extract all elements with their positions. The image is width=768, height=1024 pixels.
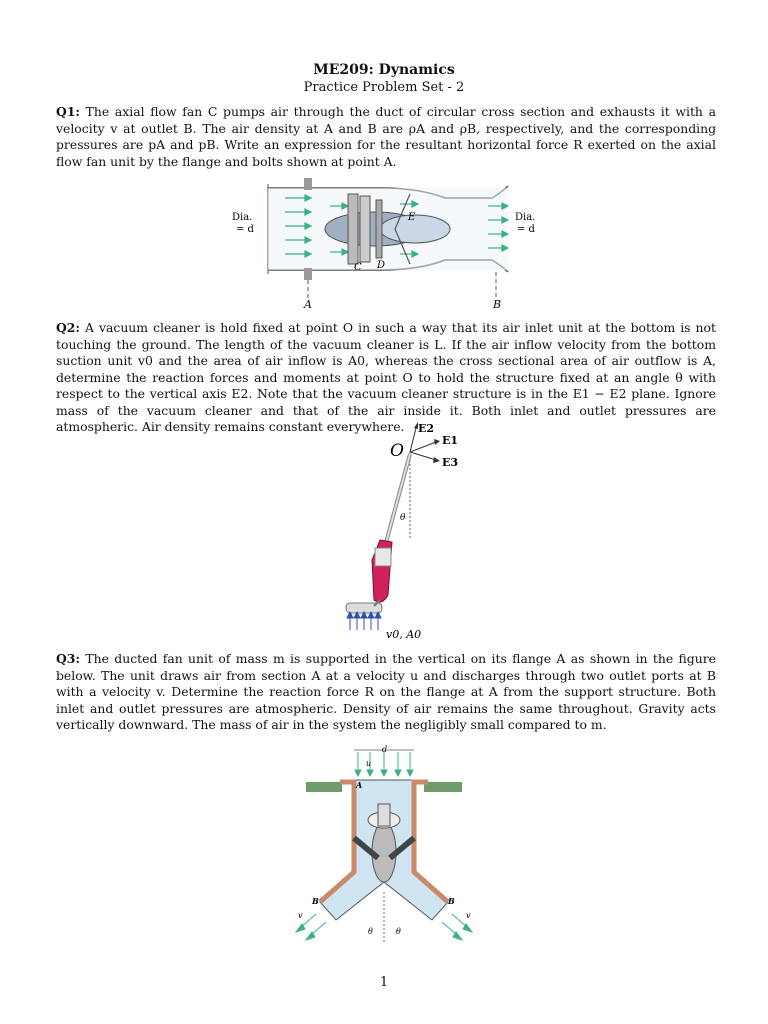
page-number: 1 — [379, 975, 389, 990]
q1-label-b: B — [493, 298, 502, 311]
question-1 — [56, 104, 716, 170]
q1-dia-left: Dia. — [232, 212, 253, 223]
q2-label-o: O — [390, 441, 404, 461]
q2-label-e2: E2 — [418, 422, 435, 435]
q3-text: The ducted fan unit of mass m is supported in the vertical on its flange A as shown in the figure below. The unit draws air from section A at a velocity u and discharges through two outlet ports at B with a velocity v. Determine the reaction force R on the flange at A from the support structure. Both inlet and outlet pressures are atmospheric. Density of air remains the same throughout. Gravity acts vertically downward. The mass of air in the system the negligibly small compared to m. — [56, 651, 716, 732]
q1-label-d: D — [377, 260, 386, 271]
q1-label-a: A — [304, 298, 312, 311]
q2-label-v0a0: v0, A0 — [386, 628, 422, 641]
q3-label-b-left: B — [312, 896, 319, 906]
q1-text: The axial flow fan C pumps air through the duct of circular cross section and exhausts it with a velocity v at outlet B. The air density at A and B are ρA and ρB, respectively, and the corresponding pressures are pA and pB. Write an expression for the resultant horizontal force R exerted on the axial flow fan unit by the flange and bolts shown at point A. — [56, 104, 716, 169]
q3-label-theta-right: θ — [396, 927, 401, 936]
q1-label-e: E — [408, 212, 416, 223]
q2-text: A vacuum cleaner is hold fixed at point O in such a way that its air inlet unit at the bottom is not touching the ground. The length of the vacuum cleaner is L. If the air inflow velocity from the bottom suction unit v0 and the area of air inflow is A0, whereas the cross sectional area of air outflow is A, determine the reaction forces and moments at point O to hold the structure fixed at an angle θ with respect to the vertical axis E2. Note that the vacuum cleaner structure is in the E1 − E2 plane. Ignore mass of the vacuum cleaner and that of the air inside it. Both inlet and outlet pressures are atmospheric. Air density remains constant everywhere. — [56, 320, 716, 434]
q1-label: Q1: — [56, 104, 80, 119]
q3-label-d: d — [382, 745, 388, 754]
q1-axial-fan-figure — [230, 176, 550, 310]
q3-label-v-left: v — [298, 911, 303, 920]
question-3 — [56, 651, 716, 734]
q1-eq-d-left: = d — [236, 224, 254, 235]
q1-eq-d-right: = d — [517, 224, 535, 235]
q3-label-u: u — [366, 759, 372, 768]
q2-vacuum-figure — [330, 420, 470, 642]
page-title: ME209: Dynamics — [313, 62, 455, 78]
q2-label-e1: E1 — [442, 434, 459, 447]
q2-label-e3: E3 — [442, 456, 459, 469]
q2-label: Q2: — [56, 320, 80, 335]
q3-label-a: A — [356, 780, 363, 790]
q1-dia-right: Dia. — [515, 212, 536, 223]
q3-label: Q3: — [56, 651, 80, 666]
page-subtitle: Practice Problem Set - 2 — [303, 80, 465, 95]
question-2 — [56, 320, 716, 436]
q3-label-v-right: v — [466, 911, 471, 920]
q3-ducted-fan-figure — [292, 742, 476, 946]
q1-label-c: C — [354, 262, 362, 273]
q2-label-theta: θ — [400, 513, 406, 523]
q3-label-b-right: B — [448, 896, 455, 906]
q3-label-theta-left: θ — [368, 927, 373, 936]
